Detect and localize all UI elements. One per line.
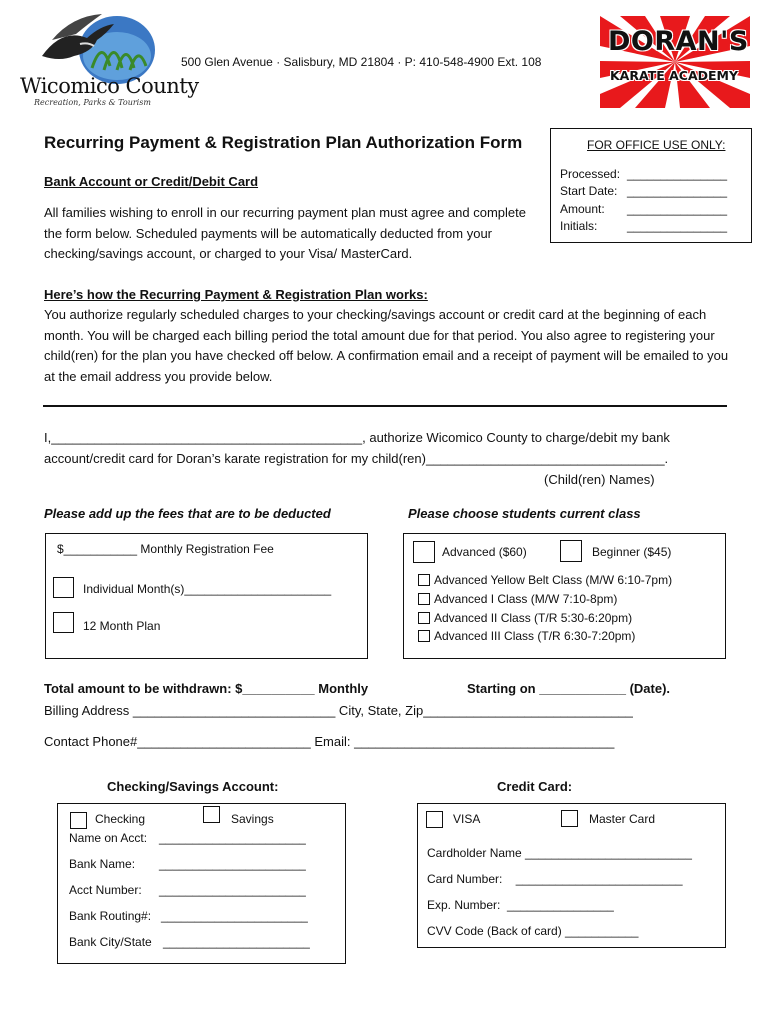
mastercard-checkbox[interactable] — [561, 810, 578, 827]
karate-logo-line2: KARATE ACADEMY — [610, 68, 739, 83]
class-checkbox[interactable] — [418, 574, 430, 586]
bank-box — [57, 803, 346, 964]
bank-field-label: Name on Acct: — [69, 831, 148, 845]
bank-field-line[interactable]: ______________________ — [163, 935, 310, 949]
twelve-month-label: 12 Month Plan — [83, 619, 161, 633]
form-title: Recurring Payment & Registration Plan Authorization Form — [44, 133, 523, 152]
savings-label: Savings — [231, 812, 274, 826]
bank-heading: Checking/Savings Account: — [107, 779, 279, 794]
office-row-amount — [560, 202, 728, 216]
fees-heading: Please add up the fees that are to be deducted — [44, 506, 331, 521]
office-row-start-date — [560, 184, 728, 198]
billing-address-line[interactable]: Billing Address ____________________________ City, State, Zip_____________________________ — [44, 703, 633, 718]
bank-field-line[interactable]: ______________________ — [159, 831, 306, 845]
office-label: Processed: — [560, 167, 621, 181]
mastercard-label: Master Card — [589, 812, 656, 826]
beginner-45-label: Beginner ($45) — [592, 545, 672, 559]
bank-field-label: Acct Number: — [69, 883, 142, 897]
twelve-month-checkbox[interactable] — [53, 612, 74, 633]
total-amount-line[interactable]: Total amount to be withdrawn: $__________ Monthly — [44, 681, 369, 696]
classes-heading: Please choose students current class — [408, 506, 641, 521]
class-checkbox[interactable] — [418, 593, 430, 605]
authorize-line-2[interactable]: account/credit card for Doran’s karate registration for my child(ren)_________________________________. — [44, 451, 669, 466]
office-line[interactable]: _______________ — [627, 167, 728, 181]
how-it-works-heading: Here’s how the Recurring Payment & Registration Plan works: — [44, 287, 428, 302]
office-line[interactable]: _______________ — [627, 184, 728, 198]
credit-card-heading: Credit Card: — [497, 779, 573, 794]
office-row-processed — [560, 167, 728, 181]
form-subtitle: Bank Account or Credit/Debit Card — [44, 174, 259, 189]
class-checkbox[interactable] — [418, 612, 430, 624]
class-checkbox[interactable] — [418, 630, 430, 642]
checking-checkbox[interactable] — [70, 812, 87, 829]
bank-field-label: Bank City/State — [69, 935, 152, 949]
advanced-60-label: Advanced ($60) — [442, 545, 527, 559]
office-row-initials — [560, 219, 728, 233]
address-line: 500 Glen Avenue · Salisbury, MD 21804 · P: 410-548-4900 Ext. 108 — [181, 55, 542, 69]
class-label: Advanced I Class (M/W 7:10-8pm) — [434, 592, 618, 606]
wicomico-logo-tagline: Recreation, Parks & Tourism — [34, 98, 151, 107]
contact-line[interactable]: Contact Phone#________________________ Email: ____________________________________ — [44, 734, 615, 749]
beginner-45-checkbox[interactable] — [560, 540, 582, 562]
visa-label: VISA — [453, 812, 481, 826]
intro-paragraph: All families wishing to enroll in our recurring payment plan must agree and complete the form below. Scheduled payments will be automatically deducted from your checking/savings account, or charged to your Visa/ MasterCard. — [44, 205, 526, 261]
office-label: Initials: — [560, 219, 598, 233]
bank-field-label: Bank Name: — [69, 857, 136, 871]
card-field[interactable]: CVV Code (Back of card) ___________ — [427, 924, 639, 938]
classes-box — [403, 533, 726, 659]
children-names-label: (Child(ren) Names) — [544, 472, 655, 487]
fees-box — [45, 533, 368, 659]
office-label: Start Date: — [560, 184, 618, 198]
bank-field-line[interactable]: ______________________ — [161, 909, 308, 923]
visa-checkbox[interactable] — [426, 811, 443, 828]
class-label: Advanced III Class (T/R 6:30-7:20pm) — [434, 629, 636, 643]
checking-label: Checking — [95, 812, 146, 826]
how-it-works-text: You authorize regularly scheduled charges to your checking/savings account or credit card at the beginning of each month. You will be charged each billing period the total amount due for that period. You also agree to registering your child(ren) for the plan you have checked off below. A confirmation email and a receipt of payment will be emailed to you at the email address you provide below. — [44, 307, 729, 384]
savings-checkbox[interactable] — [203, 806, 220, 823]
monthly-fee-field[interactable]: $___________ Monthly Registration Fee — [57, 542, 274, 556]
dorans-karate-logo — [600, 16, 750, 108]
class-label: Advanced Yellow Belt Class (M/W 6:10-7pm) — [434, 573, 673, 587]
wicomico-county-logo — [20, 8, 199, 110]
advanced-60-checkbox[interactable] — [413, 541, 435, 563]
office-line[interactable]: _______________ — [627, 219, 728, 233]
starting-date-line[interactable]: Starting on ____________ (Date). — [467, 681, 671, 696]
bank-field-line[interactable]: ______________________ — [159, 857, 306, 871]
card-field[interactable]: Cardholder Name _________________________ — [427, 846, 692, 860]
credit-card-box — [417, 803, 726, 948]
individual-months-label[interactable]: Individual Month(s)______________________ — [83, 582, 332, 596]
authorize-line-1[interactable]: I,___________________________________________, authorize Wicomico County to charge/debit my bank — [44, 430, 670, 445]
section-divider — [43, 405, 727, 407]
class-label: Advanced II Class (T/R 5:30-6:20pm) — [434, 611, 633, 625]
card-field[interactable]: Exp. Number: ________________ — [427, 898, 614, 912]
office-line[interactable]: _______________ — [627, 202, 728, 216]
office-use-heading: FOR OFFICE USE ONLY: — [587, 138, 726, 152]
office-use-box — [550, 128, 752, 243]
individual-months-checkbox[interactable] — [53, 577, 74, 598]
bank-field-line[interactable]: ______________________ — [159, 883, 306, 897]
wicomico-logo-name: Wicomico County — [20, 74, 199, 98]
office-label: Amount: — [560, 202, 605, 216]
card-field[interactable]: Card Number: _________________________ — [427, 872, 683, 886]
karate-logo-line1: DORAN'S — [608, 26, 749, 57]
bank-field-label: Bank Routing#: — [69, 909, 152, 923]
